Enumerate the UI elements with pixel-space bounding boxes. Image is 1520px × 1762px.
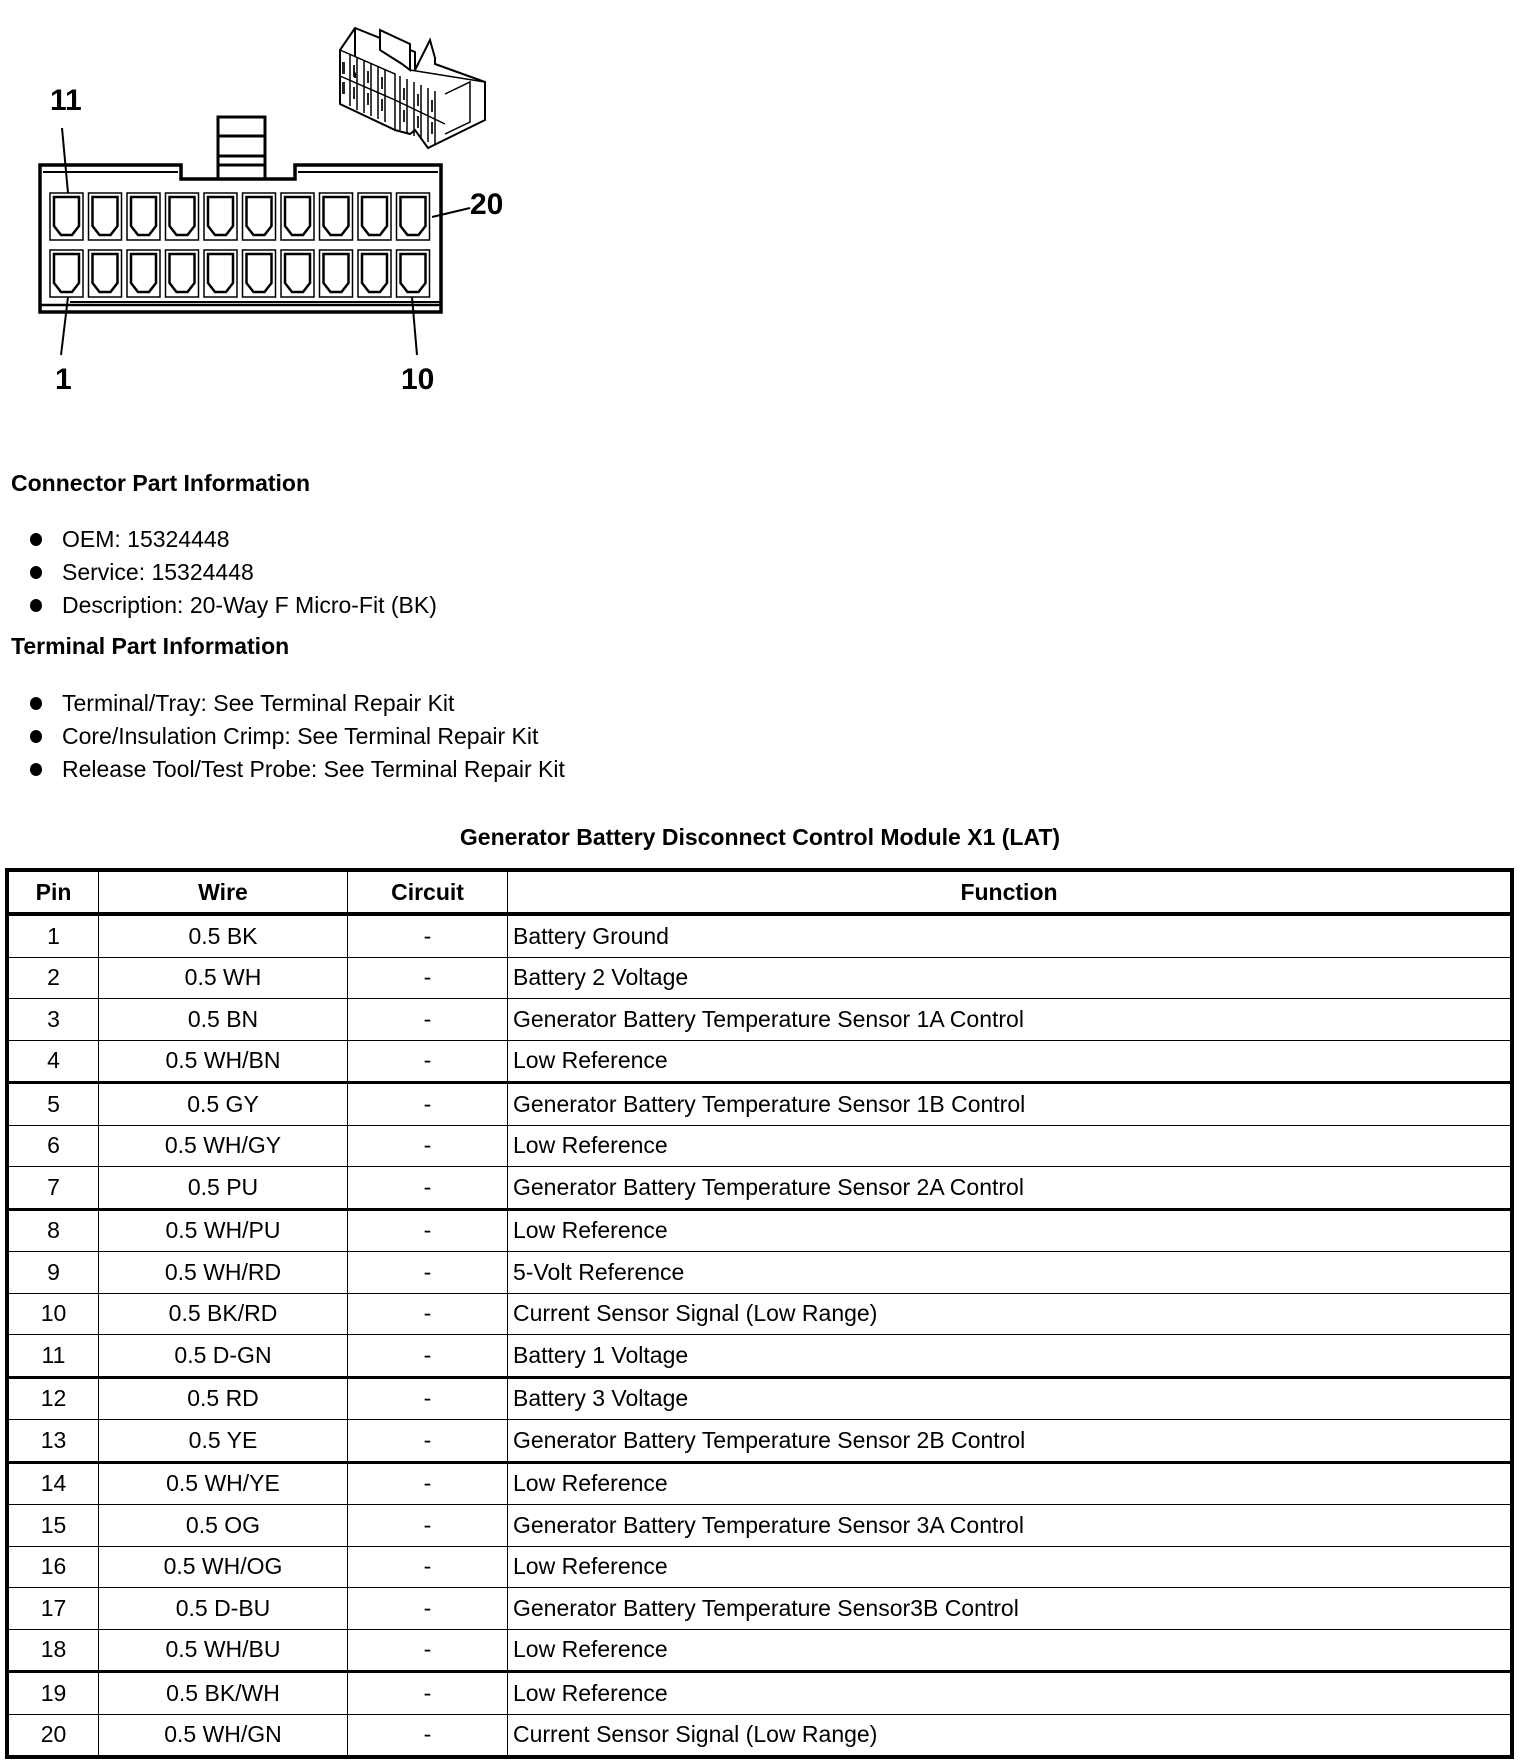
cell-wire: 0.5 WH/GN [99,1714,348,1757]
cell-pin: 17 [7,1588,99,1630]
bullet-icon [30,763,42,776]
list-item [30,589,437,622]
pin-label-1: 1 [55,363,72,396]
cell-pin: 5 [7,1083,99,1126]
cell-wire: 0.5 RD [99,1377,348,1420]
cell-function: Low Reference [508,1546,1513,1588]
cell-pin: 19 [7,1672,99,1715]
cavity-pin-10 [397,250,430,297]
cavity-pin-15 [204,193,237,240]
table-row [7,1125,1512,1167]
cell-circuit: - [348,1125,508,1167]
cell-circuit: - [348,914,508,957]
table-title: Generator Battery Disconnect Control Module X1 (LAT) [459,824,1061,850]
cell-wire: 0.5 WH/BU [99,1629,348,1672]
header-pin: Pin [7,870,99,914]
cavity-pin-13 [127,193,160,240]
cell-wire: 0.5 GY [99,1083,348,1126]
bullet-icon [30,566,42,579]
cell-function: Low Reference [508,1462,1513,1505]
cell-pin: 2 [7,957,99,999]
cell-circuit: - [348,1672,508,1715]
cell-circuit: - [348,957,508,999]
cell-function: Current Sensor Signal (Low Range) [508,1293,1513,1335]
cell-circuit: - [348,999,508,1041]
cell-circuit: - [348,1167,508,1210]
cell-circuit: - [348,1040,508,1083]
connector-iso-view-icon [340,28,485,148]
cell-function: Generator Battery Temperature Sensor 2B Control [508,1420,1513,1463]
list-item [30,556,437,589]
cell-circuit: - [348,1588,508,1630]
list-item-text: Terminal/Tray: See Terminal Repair Kit [62,690,455,716]
cell-function: Generator Battery Temperature Sensor3B Control [508,1588,1513,1630]
cell-circuit: - [348,1293,508,1335]
cell-wire: 0.5 OG [99,1505,348,1547]
cell-pin: 8 [7,1209,99,1252]
table-row [7,1505,1512,1547]
cavity-pin-5 [204,250,237,297]
cell-wire: 0.5 WH/RD [99,1252,348,1294]
cell-circuit: - [348,1083,508,1126]
table-row [7,1420,1512,1463]
cell-wire: 0.5 D-BU [99,1588,348,1630]
pin-label-10: 10 [401,363,435,396]
cell-function: Generator Battery Temperature Sensor 1A Control [508,999,1513,1041]
cell-wire: 0.5 PU [99,1167,348,1210]
cell-function: Low Reference [508,1125,1513,1167]
list-item-text: Core/Insulation Crimp: See Terminal Repair Kit [62,723,539,749]
cell-pin: 20 [7,1714,99,1757]
cell-pin: 14 [7,1462,99,1505]
cavity-pin-18 [320,193,353,240]
cell-function: Generator Battery Temperature Sensor 3A Control [508,1505,1513,1547]
cell-pin: 4 [7,1040,99,1083]
list-item [30,720,565,753]
header-wire: Wire [99,870,348,914]
cavity-pin-12 [89,193,122,240]
cavity-pin-17 [281,193,314,240]
cell-wire: 0.5 WH/PU [99,1209,348,1252]
bullet-icon [30,533,42,546]
bullet-icon [30,697,42,710]
cell-circuit: - [348,1714,508,1757]
cell-pin: 3 [7,999,99,1041]
table-row [7,1335,1512,1378]
table-row [7,914,1512,957]
cell-wire: 0.5 WH/OG [99,1546,348,1588]
table-row [7,1377,1512,1420]
cavity-pin-1 [50,250,83,297]
cell-function: Low Reference [508,1629,1513,1672]
table-row [7,1462,1512,1505]
cell-wire: 0.5 BN [99,999,348,1041]
cell-function: Battery 3 Voltage [508,1377,1513,1420]
list-item [30,687,565,720]
cell-wire: 0.5 YE [99,1420,348,1463]
cell-pin: 12 [7,1377,99,1420]
cell-function: Current Sensor Signal (Low Range) [508,1714,1513,1757]
list-item-text: Service: 15324448 [62,559,254,585]
cell-circuit: - [348,1546,508,1588]
cell-circuit: - [348,1377,508,1420]
connector-part-info-list [30,523,437,622]
cavity-pin-4 [166,250,199,297]
table-row [7,1588,1512,1630]
cavity-pin-14 [166,193,199,240]
list-item [30,753,565,786]
table-row [7,1293,1512,1335]
cell-wire: 0.5 BK [99,914,348,957]
terminal-part-info-list [30,687,565,786]
table-row [7,957,1512,999]
cell-wire: 0.5 WH/GY [99,1125,348,1167]
table-row [7,1040,1512,1083]
header-function: Function [508,870,1513,914]
pin-label-20: 20 [470,188,504,221]
list-item [30,523,437,556]
list-item-text: OEM: 15324448 [62,526,230,552]
cell-pin: 1 [7,914,99,957]
cell-circuit: - [348,1462,508,1505]
cavity-pin-11 [50,193,83,240]
cell-pin: 13 [7,1420,99,1463]
cavity-pin-9 [358,250,391,297]
cavity-pin-19 [358,193,391,240]
cell-function: Battery Ground [508,914,1513,957]
bullet-icon [30,599,42,612]
connector-diagram [0,0,760,420]
terminal-part-info-heading: Terminal Part Information [11,633,290,659]
cell-pin: 9 [7,1252,99,1294]
cell-pin: 16 [7,1546,99,1588]
cell-wire: 0.5 D-GN [99,1335,348,1378]
table-header-row [7,870,1512,914]
cell-pin: 15 [7,1505,99,1547]
cell-function: Battery 2 Voltage [508,957,1513,999]
table-row [7,1629,1512,1672]
pinout-table [5,868,1514,1759]
cell-wire: 0.5 WH/BN [99,1040,348,1083]
connector-latch [218,117,265,179]
cell-wire: 0.5 WH [99,957,348,999]
table-row [7,1714,1512,1757]
cell-circuit: - [348,1505,508,1547]
cell-pin: 11 [7,1335,99,1378]
cell-circuit: - [348,1335,508,1378]
cell-function: Generator Battery Temperature Sensor 2A Control [508,1167,1513,1210]
table-row [7,1083,1512,1126]
connector-part-info-heading: Connector Part Information [11,470,311,496]
table-row [7,1546,1512,1588]
cell-pin: 18 [7,1629,99,1672]
cell-pin: 10 [7,1293,99,1335]
cell-function: Generator Battery Temperature Sensor 1B Control [508,1083,1513,1126]
cavity-pin-6 [243,250,276,297]
table-row [7,999,1512,1041]
header-circuit: Circuit [348,870,508,914]
cell-circuit: - [348,1252,508,1294]
cell-circuit: - [348,1629,508,1672]
cell-pin: 6 [7,1125,99,1167]
cavity-pin-16 [243,193,276,240]
cell-function: Low Reference [508,1209,1513,1252]
cell-function: Battery 1 Voltage [508,1335,1513,1378]
bullet-icon [30,730,42,743]
connector-face-drawing [0,0,760,420]
cell-circuit: - [348,1209,508,1252]
pin-label-11: 11 [50,84,82,117]
table-row [7,1167,1512,1210]
list-item-text: Release Tool/Test Probe: See Terminal Repair Kit [62,756,565,782]
cell-wire: 0.5 WH/YE [99,1462,348,1505]
table-row [7,1672,1512,1715]
cavity-pin-2 [89,250,122,297]
cell-wire: 0.5 BK/RD [99,1293,348,1335]
table-row [7,1209,1512,1252]
cell-wire: 0.5 BK/WH [99,1672,348,1715]
cavity-pin-7 [281,250,314,297]
cell-function: Low Reference [508,1040,1513,1083]
cavity-pin-8 [320,250,353,297]
table-row [7,1252,1512,1294]
cavity-pin-20 [397,193,430,240]
cavity-pin-3 [127,250,160,297]
cell-function: Low Reference [508,1672,1513,1715]
cell-circuit: - [348,1420,508,1463]
cell-function: 5-Volt Reference [508,1252,1513,1294]
list-item-text: Description: 20-Way F Micro-Fit (BK) [62,592,437,618]
cell-pin: 7 [7,1167,99,1210]
